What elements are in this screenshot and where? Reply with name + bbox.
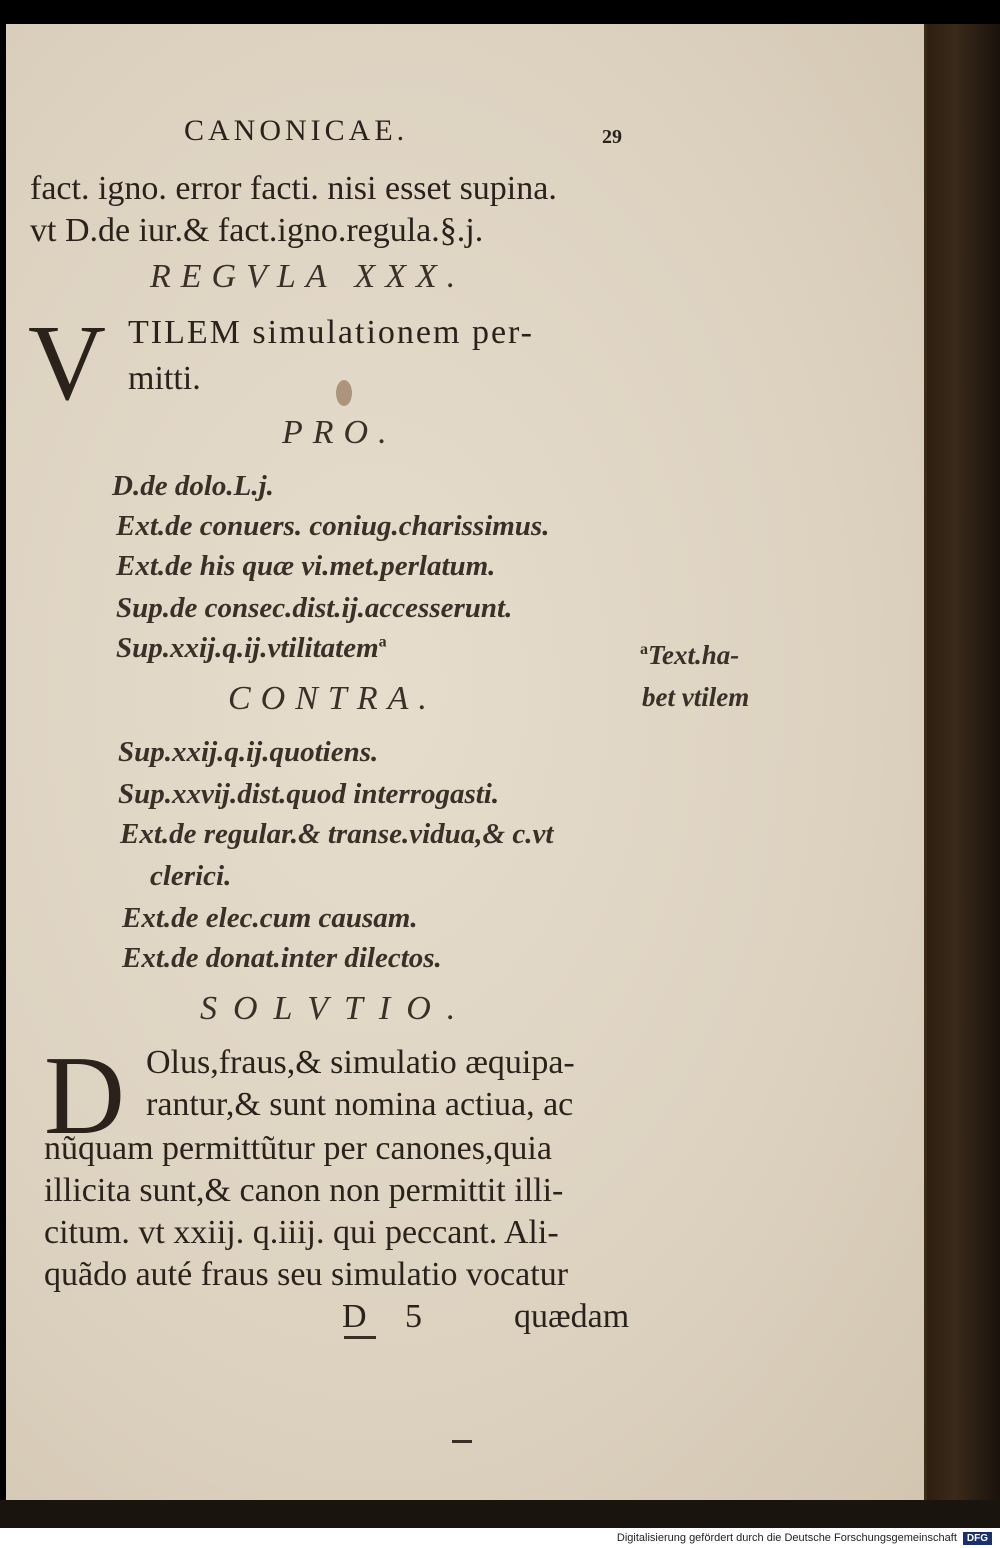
page-number: 29 xyxy=(602,126,622,148)
pro-heading: PRO. xyxy=(282,414,397,451)
citation-line: D.de dolo.L.j. xyxy=(112,470,274,502)
text-line: illicita sunt,& canon non permittit illi- xyxy=(44,1172,564,1209)
dfg-logo: DFG xyxy=(963,1532,992,1545)
contra-heading: CONTRA. xyxy=(228,680,437,717)
citation-line: Sup.xxvij.dist.quod interrogasti. xyxy=(118,778,500,810)
text-line: TILEM simulationem per- xyxy=(128,314,535,351)
text-line: citum. vt xxiij. q.iiij. qui peccant. Ali- xyxy=(44,1214,559,1251)
citation-text: Sup.xxij.q.ij.vtilitatem xyxy=(116,632,379,664)
text-line: fact. igno. error facti. nisi esset supina. xyxy=(30,170,557,207)
drop-cap: V xyxy=(28,304,106,423)
footer-credit: Digitalisierung gefördert durch die Deutsche Forschungsgemeinschaft xyxy=(616,1532,957,1544)
ink-stain xyxy=(336,380,352,406)
text-line: Olus,fraus,& simulatio æquipa- xyxy=(146,1044,575,1081)
text-line: nũquam permittũtur per canones,quia xyxy=(44,1130,552,1167)
book-spine-edge xyxy=(924,24,1000,1514)
catchword: quædam xyxy=(514,1298,630,1335)
citation-line: Sup.xxij.q.ij.quotiens. xyxy=(118,736,379,768)
drop-cap: D xyxy=(44,1034,125,1158)
text-line: vt D.de iur.& fact.igno.regula.§.j. xyxy=(30,212,484,249)
text-line: rantur,& sunt nomina actiua, ac xyxy=(146,1086,574,1123)
footnote-marker: a xyxy=(640,641,648,658)
page-mark xyxy=(452,1440,472,1443)
citation-line: Ext.de regular.& transe.vidua,& c.vt xyxy=(120,818,554,850)
marginal-note-line: Text.ha- xyxy=(648,640,740,670)
footer-strip xyxy=(0,1528,1000,1548)
marginal-note xyxy=(640,640,739,671)
citation-line: clerici. xyxy=(150,860,232,892)
solutio-heading: SOLVTIO. xyxy=(200,990,472,1027)
text-line: quãdo auté fraus seu simulatio vocatur xyxy=(44,1256,569,1293)
text-line: mitti. xyxy=(128,360,201,397)
citation-line: Ext.de conuers. coniug.charissimus. xyxy=(116,510,550,542)
citation-line xyxy=(116,632,387,665)
citation-line: Ext.de donat.inter dilectos. xyxy=(122,942,442,974)
citation-line: Sup.de consec.dist.ij.accesserunt. xyxy=(116,592,513,624)
signature-underline xyxy=(344,1336,376,1339)
citation-line: Ext.de elec.cum causam. xyxy=(122,902,418,934)
marginal-note-line: bet vtilem xyxy=(642,682,750,712)
signature-mark: D 5 xyxy=(342,1298,423,1335)
citation-line: Ext.de his quæ vi.met.perlatum. xyxy=(116,550,496,582)
running-head: CANONICAE. xyxy=(184,114,409,147)
regula-heading: REGVLA XXX. xyxy=(150,258,466,295)
footnote-marker: a xyxy=(378,633,387,651)
